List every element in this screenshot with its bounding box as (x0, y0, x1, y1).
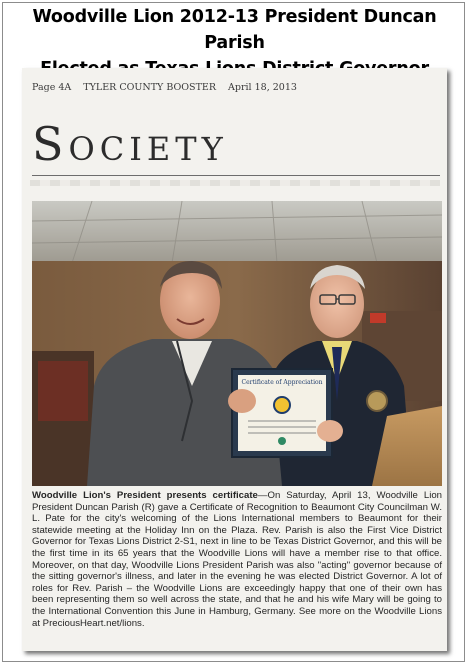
caption-lead: Woodville Lion's President presents certificate (32, 490, 258, 501)
newspaper-name: TYLER COUNTY BOOSTER (83, 82, 216, 93)
page-number: Page 4A (32, 82, 72, 93)
headline-line-1: Woodville Lion 2012-13 President Duncan Parish (32, 7, 437, 53)
certificate-title: Certificate of Appreciation (241, 379, 323, 386)
newspaper-clipping (22, 68, 447, 651)
section-title-text: Society (32, 117, 228, 171)
photo-illustration (32, 201, 442, 486)
section-rule (32, 175, 440, 176)
issue-date: April 18, 2013 (228, 82, 297, 93)
lions-emblem-icon (274, 397, 290, 413)
section-title (32, 118, 228, 170)
news-photo (32, 201, 442, 486)
photo-caption (32, 490, 442, 629)
page-header-line (32, 82, 306, 93)
bleed-through-texture (30, 180, 440, 186)
caption-body: —On Saturday, April 13, Woodville Lion President Duncan Parish (R) gave a Certificate of Recognition to Beaumont City Councilman W. L. Pate for the city's welcoming of the Lions International members to Beaumont for their statewide meeting at the Holiday Inn on the Plaza. Rev. Parish is also the First Vice District Governor for Texas Lions District 2-S1, next in line to be Texas District Governor, and this will be the first time in its 65 years that the Woodville Lions will have a member rise to that office. Moreover, on that day, Woodville Lions President Parish was also "acting" governor because of the sitting governor's illness, and later in the evening he was elected District Governor. A lot of roles for Rev. Parish – the Woodville Lions are exceedingly happy that one of their own has been representing them so well across the state, and that he and his wife Mary will be going to the International Convention this June in Hamburg, Germany. See more on the Woodville Lions at PreciousHeart.net/lions. (32, 490, 442, 629)
